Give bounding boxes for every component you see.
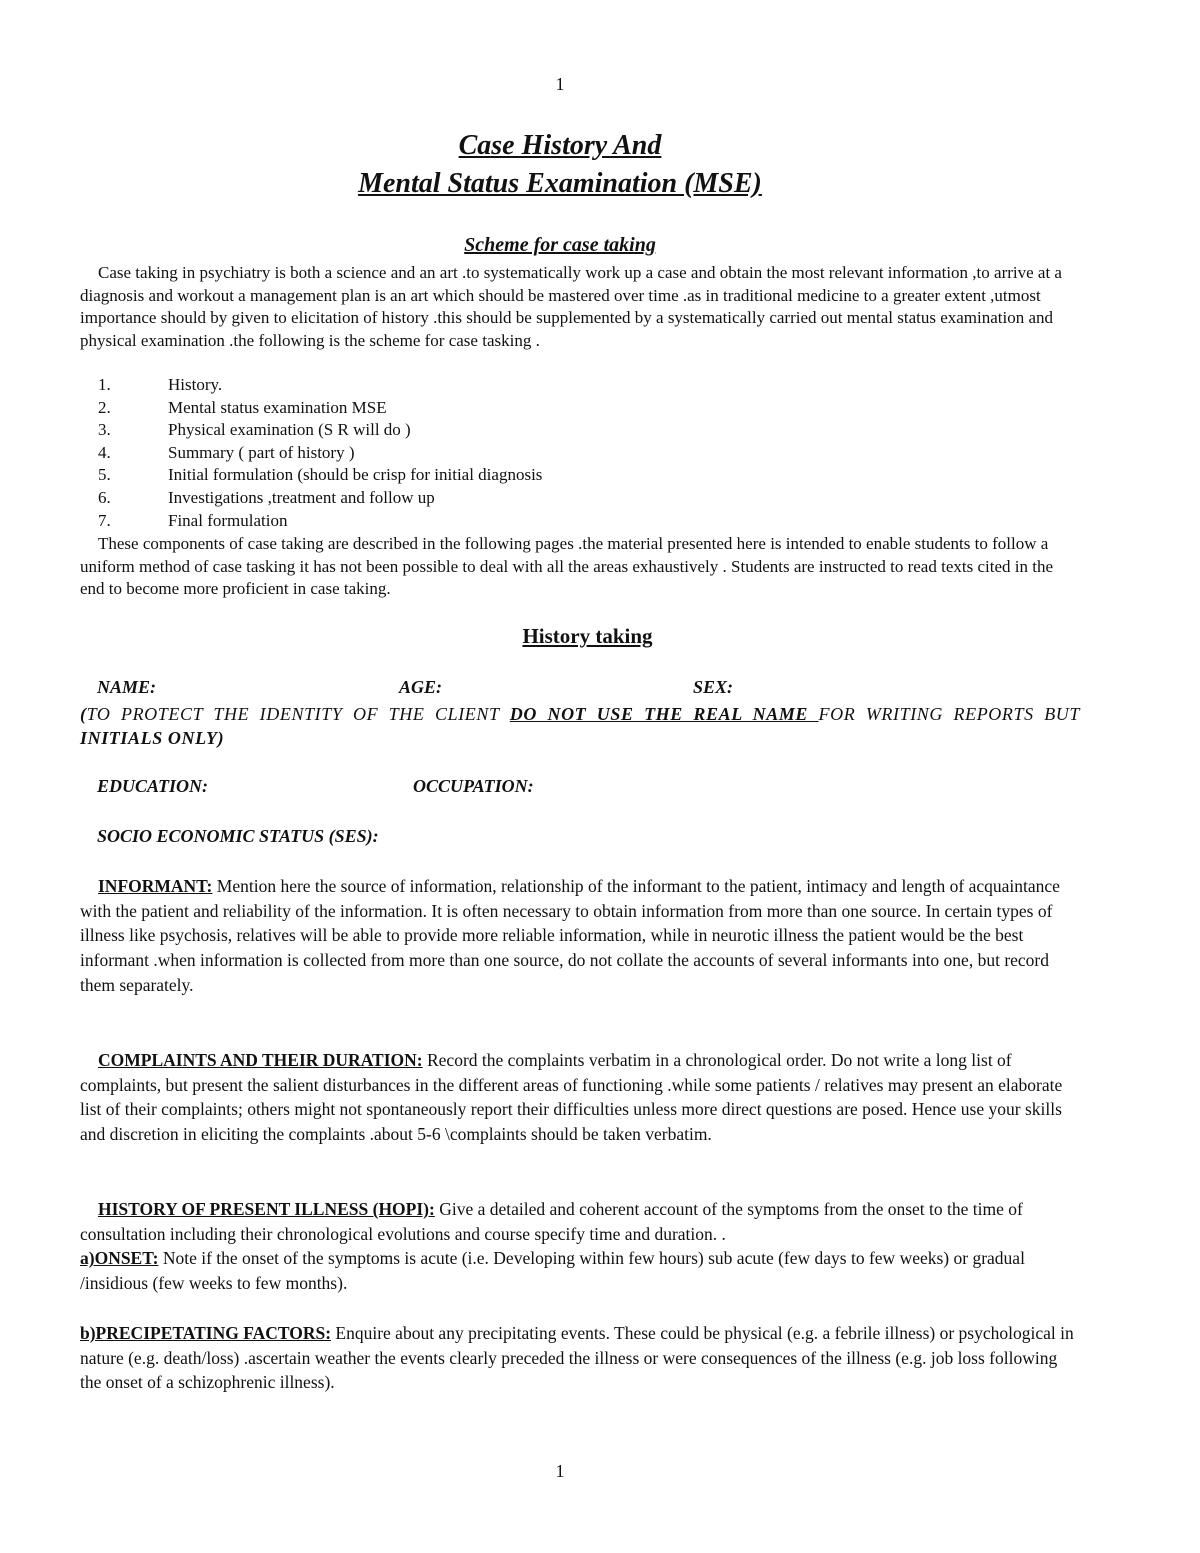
list-item-text: Initial formulation (should be crisp for initial diagnosis: [168, 465, 543, 485]
list-item: [80, 464, 1080, 487]
list-item-number: 5.: [98, 465, 111, 485]
hopi-paragraph: [80, 1197, 1080, 1296]
identity-note-initials: INITIALS ONLY): [80, 728, 225, 748]
informant-text: Mention here the source of information, relationship of the informant to the patient, intimacy and length of acquaintance with the patient and reliability of the information. It is often necessary to obtain information from more than one source. In certain types of illness like psychosis, relatives will be able to provide more reliable information, while in neurotic illness the patient would be the best informant .when information is collected from more than one source, do not collate the accounts of several informants into one, but record them separately.: [80, 876, 1060, 995]
ses-field-label: SOCIO ECONOMIC STATUS (SES):: [97, 826, 379, 846]
intro-paragraph: [80, 262, 1080, 352]
document-title-line-1: Case History And: [458, 130, 662, 161]
age-field-label: AGE:: [399, 677, 443, 697]
informant-paragraph: [80, 874, 1080, 998]
list-item-text: History.: [168, 375, 223, 394]
onset-label: a)ONSET:: [80, 1248, 159, 1269]
identity-note-text-2: FOR WRITING REPORTS BUT: [818, 704, 1080, 724]
history-taking-heading: History taking: [522, 624, 653, 648]
onset-line: [80, 1246, 1080, 1295]
components-paragraph: These components of case taking are described in the following pages .the material presented here is intended to enable students to follow a uniform method of case tasking it has not been possible to deal with all the areas exhaustively . Students are instructed to read texts cited in the end to become more proficient in case taking.: [80, 534, 1053, 599]
list-item-text: Final formulation: [168, 510, 288, 530]
occupation-field-label: OCCUPATION:: [413, 776, 534, 796]
document-title-line-2: Mental Status Examination (MSE): [358, 168, 762, 199]
complaints-paragraph: [80, 1048, 1080, 1147]
onset-text: Note if the onset of the symptoms is acute (i.e. Developing within few hours) sub acute (few days to few weeks) or gradual /insidious (few weeks to few months).: [80, 1248, 1025, 1294]
precipitating-label: b)PRECIPETATING FACTORS:: [80, 1323, 332, 1343]
list-item-number: 2.: [98, 397, 111, 417]
hopi-text: Give a detailed and coherent account of the symptoms from the onset to the time of consultation including their chronological evolutions and course specify time and duration. .: [80, 1199, 1023, 1244]
hopi-label: HISTORY OF PRESENT ILLNESS (HOPI):: [98, 1199, 435, 1219]
page-number-top: 1: [555, 74, 565, 94]
education-field-label: EDUCATION:: [97, 776, 209, 796]
page-number-bottom: 1: [555, 1461, 565, 1481]
list-item: [80, 419, 1080, 442]
identity-note-open: (: [80, 704, 87, 724]
identity-note-emphasis: DO NOT USE THE REAL NAME: [509, 704, 819, 724]
list-item: [80, 442, 1080, 465]
scheme-heading: Scheme for case taking: [464, 234, 656, 256]
steps-list: [80, 374, 1080, 532]
identity-note: [80, 702, 1080, 750]
complaints-label: COMPLAINTS AND THEIR DURATION:: [98, 1050, 423, 1070]
list-item-text: Physical examination (S R will do ): [168, 420, 411, 440]
sex-field-label: SEX:: [693, 677, 734, 697]
informant-label: INFORMANT:: [98, 876, 213, 896]
precipitating-paragraph: [80, 1321, 1080, 1395]
list-item: [80, 397, 1080, 420]
complaints-text: Record the complaints verbatim in a chronological order. Do not write a long list of complaints, but present the salient disturbances in the different areas of functioning .while some patients / relatives may present an elaborate list of their complaints; others might not spontaneously report their difficulties unless more direct questions are posed. Hence use your skills and discretion in eliciting the complaints .about 5-6 \complaints should be taken verbatim.: [80, 1050, 1063, 1145]
list-item-text: Summary ( part of history ): [168, 442, 355, 462]
list-item-number: 4.: [98, 442, 111, 462]
list-item: [80, 510, 1080, 533]
precipitating-text: Enquire about any precipitating events. These could be physical (e.g. a febrile illness) or psychological in nature (e.g. death/loss) .ascertain weather the events clearly preceded the illness or were consequences of the illness (e.g. job loss following the onset of a schizophrenic illness).: [80, 1323, 1074, 1393]
list-item-number: 1.: [98, 375, 111, 394]
list-item-number: 6.: [98, 487, 111, 507]
list-item-text: Investigations ,treatment and follow up: [168, 487, 435, 507]
list-item-number: 7.: [98, 510, 111, 530]
name-field-label: NAME:: [97, 677, 157, 697]
intro-text: Case taking in psychiatry is both a science and an art .to systematically work up a case and obtain the most relevant information ,to arrive at a diagnosis and workout a management plan is an art which should be mastered over time .as in traditional medicine to a greater extent ,utmost importance should by given to elicitation of history .this should be supplemented by a systematically carried out mental status examination and physical examination .the following is the scheme for case tasking .: [80, 263, 1062, 350]
list-item-text: Mental status examination MSE: [168, 397, 387, 417]
identity-note-text-1: TO PROTECT THE IDENTITY OF THE CLIENT: [86, 704, 510, 724]
list-item-number: 3.: [98, 420, 111, 440]
list-item: [80, 374, 1080, 397]
list-item: [80, 487, 1080, 510]
